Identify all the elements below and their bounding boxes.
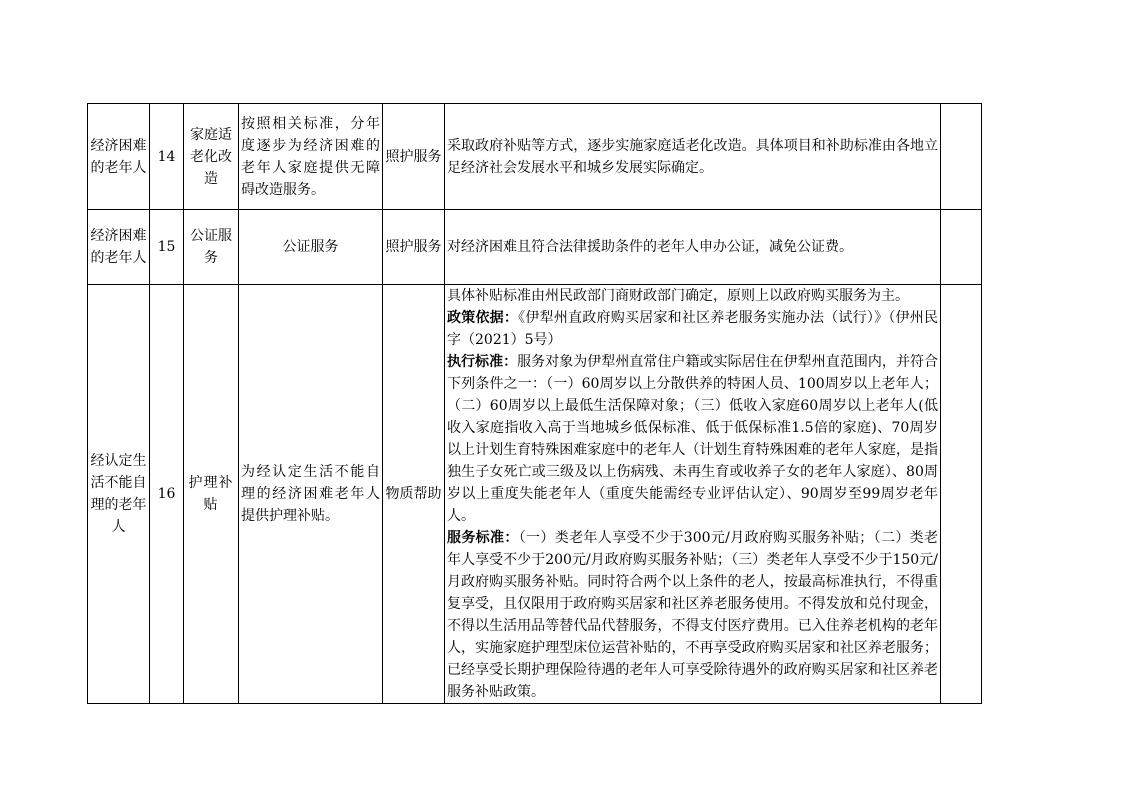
table-row (88, 104, 982, 210)
service-detail-cell (445, 285, 941, 704)
service-standard-text: （一）类老年人享受不少于300元/月政府购买服务补贴；（二）类老年人享受不少于200元/月政府购买服务补贴；（三）类老年人享受不少于150元/月政府购买服务补贴。同时符合两个以上条件的老人，按最高标准执行，不得重复享受，且仅限用于政府购买居家和社区养老服务使用。不得发放和兑付现金，不得以生活用品等替代品代替服务，不得支付医疗费用。已入住养老机构的老年人，实施家庭护理型床位运营补贴的，不再享受政府购买居家和社区养老服务；已经享受长期护理保险待遇的老年人可享受除待遇外的政府购买居家和社区养老服务补贴政策。 (447, 530, 939, 700)
target-group-cell: 经济困难的老年人 (88, 104, 150, 210)
note-cell (941, 285, 982, 704)
service-type-cell: 物质帮助 (383, 285, 445, 704)
services-table (87, 103, 982, 704)
execution-standard-text: 服务对象为伊犁州直常住户籍或实际居住在伊犁州直范围内，并符合下列条件之一：（一）60周岁以上分散供养的特困人员、100周岁以上老年人；（二）60周岁以上最低生活保障对象；（三）低收入家庭60周岁以上老年人(低收入家庭指收入高于当地城乡低保标准、低于低保标准1.5倍的家庭)、70周岁以上计划生育特殊困难家庭中的老年人（计划生育特殊困难的老年人家庭，是指独生子女死亡或三级及以上伤病残、未再生育或收养子女的老年人家庭）、80周岁以上重度失能老年人（重度失能需经专业评估认定）、90周岁至99周岁老年人。 (447, 354, 939, 524)
note-cell (941, 210, 982, 285)
service-content-cell: 公证服务 (239, 210, 383, 285)
service-detail-cell: 采取政府补贴等方式，逐步实施家庭适老化改造。具体项目和补助标准由各地立足经济社会发展水平和城乡发展实际确定。 (445, 104, 941, 210)
item-number-cell: 14 (150, 104, 184, 210)
table-row (88, 285, 982, 704)
service-standard-paragraph (447, 527, 938, 703)
note-cell (941, 104, 982, 210)
execution-standard-label: 执行标准： (447, 354, 518, 370)
target-group-cell: 经认定生活不能自理的老年人 (88, 285, 150, 704)
detail-intro: 具体补贴标准由州民政部门商财政部门确定，原则上以政府购买服务为主。 (447, 288, 909, 304)
item-number-cell: 15 (150, 210, 184, 285)
item-name-cell: 公证服务 (184, 210, 239, 285)
policy-basis-label: 政策依据： (447, 310, 519, 326)
execution-standard-paragraph (447, 351, 938, 527)
table-row (88, 210, 982, 285)
item-number-cell: 16 (150, 285, 184, 704)
item-name-cell: 护理补贴 (184, 285, 239, 704)
target-group-cell: 经济困难的老年人 (88, 210, 150, 285)
item-name-cell: 家庭适老化改造 (184, 104, 239, 210)
service-detail-cell: 对经济困难且符合法律援助条件的老年人申办公证，减免公证费。 (445, 210, 941, 285)
policy-basis-paragraph (447, 307, 938, 351)
service-type-cell: 照护服务 (383, 104, 445, 210)
service-content-cell: 按照相关标准，分年度逐步为经济困难的老年人家庭提供无障碍改造服务。 (239, 104, 383, 210)
service-content-cell: 为经认定生活不能自理的经济困难老年人提供护理补贴。 (239, 285, 383, 704)
service-standard-label: 服务标准： (447, 530, 519, 546)
service-type-cell: 照护服务 (383, 210, 445, 285)
policy-basis-text: 《伊犁州直政府购买居家和社区养老服务实施办法（试行）》（伊州民字（2021）5号） (447, 310, 939, 348)
